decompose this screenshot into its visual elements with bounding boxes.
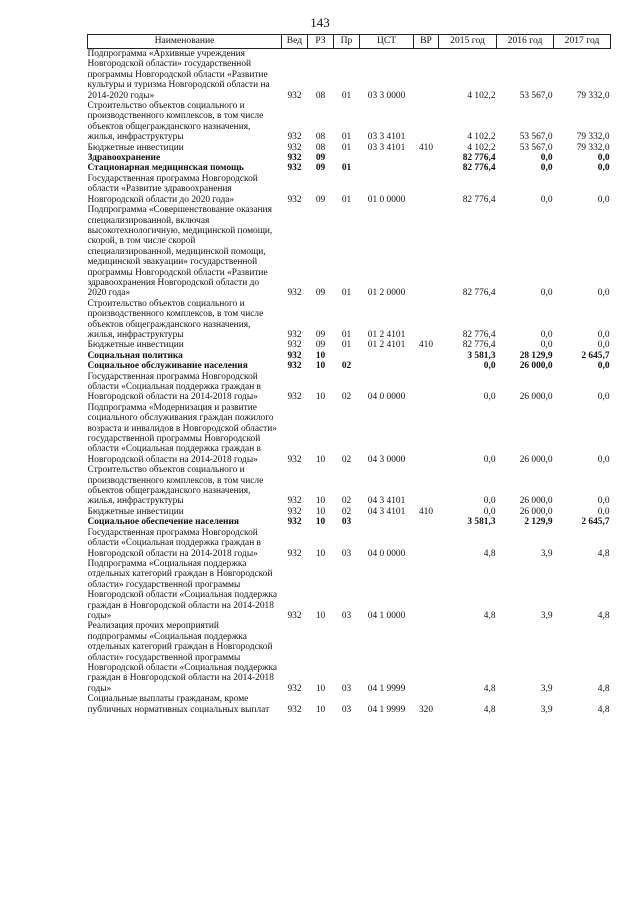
cell-rz: 09 — [315, 163, 326, 174]
cell-2016: 3,9 — [540, 548, 553, 559]
budget-table — [87, 34, 611, 715]
cell-2015: 82 776,4 — [462, 163, 496, 174]
header-pr: Пр — [334, 35, 360, 49]
cell-2015: 3 581,3 — [467, 350, 496, 361]
cell-2017: 0,0 — [597, 454, 610, 465]
cell-vr — [414, 465, 439, 507]
cell-2017: 0,0 — [597, 163, 610, 174]
cell-ved: 932 — [287, 454, 302, 465]
cell-pr — [334, 153, 360, 163]
cell-name: Государственная программа Новгородской области «Социальная поддержка граждан в Новгородской области на 2014-2018 годы» — [87, 527, 261, 559]
cell-pr: 02 — [341, 506, 352, 517]
cell-pr: 02 — [341, 361, 352, 372]
cell-cst: 01 0 0000 — [367, 194, 406, 205]
cell-vr — [414, 621, 439, 694]
table-row — [88, 694, 611, 715]
cell-2015: 4,8 — [483, 610, 496, 621]
cell-ved: 932 — [287, 506, 302, 517]
cell-vr — [414, 517, 439, 527]
cell-vr — [414, 351, 439, 361]
cell-name: Социальные выплаты гражданам, кроме публичных нормативных социальных выплат — [87, 694, 270, 715]
cell-vr — [414, 372, 439, 403]
cell-ved: 932 — [287, 361, 302, 372]
cell-name: Социальная политика — [87, 350, 183, 361]
cell-ved: 932 — [287, 517, 302, 528]
table-row — [88, 153, 611, 163]
cell-vr — [414, 163, 439, 173]
cell-2016: 53 567,0 — [519, 132, 553, 143]
cell-2015: 4,8 — [483, 704, 496, 715]
cell-2015: 4,8 — [483, 683, 496, 694]
cell-2016: 53 567,0 — [519, 142, 553, 153]
cell-ved: 932 — [287, 496, 302, 507]
cell-rz: 10 — [315, 517, 326, 528]
header-name: Наименование — [88, 35, 282, 49]
header-ved: Вед — [282, 35, 308, 49]
cell-cst — [360, 163, 414, 173]
table-row — [88, 507, 611, 517]
cell-2015: 82 776,4 — [462, 194, 496, 205]
cell-ved: 932 — [287, 610, 302, 621]
cell-pr: 03 — [341, 683, 352, 694]
cell-2017: 0,0 — [597, 194, 610, 205]
cell-name: Здравоохранение — [87, 153, 161, 164]
header-2016: 2016 год — [497, 35, 554, 49]
table-header — [88, 35, 611, 49]
cell-2017: 4,8 — [597, 683, 610, 694]
cell-2017: 4,8 — [597, 704, 610, 715]
cell-pr: 01 — [341, 340, 352, 351]
cell-pr: 03 — [341, 517, 352, 528]
cell-name: Бюджетные инвестиции — [87, 142, 184, 153]
cell-ved: 932 — [287, 392, 302, 403]
cell-2015: 0,0 — [483, 454, 496, 465]
cell-name: Социальное обслуживание населения — [87, 361, 248, 372]
cell-pr: 03 — [341, 704, 352, 715]
cell-name: Подпрограмма «Модернизация и развитие социального обслуживания граждан пожилого возраста и инвалидов в Новгородской области» государственной программы Новгородской области «Социальная поддержка граждан в Новгородской области на 2014-2018 годы» — [87, 402, 277, 465]
cell-cst: 04 3 0000 — [367, 454, 406, 465]
cell-name: Государственная программа Новгородской области «Развитие здравоохранения Новгородской области до 2020 года» — [87, 173, 258, 205]
cell-cst: 04 1 9999 — [367, 683, 406, 694]
cell-2016: 26 000,0 — [519, 506, 553, 517]
cell-name: Государственная программа Новгородской области «Социальная поддержка граждан в Новгородской области на 2014-2018 годы» — [87, 371, 261, 403]
cell-pr: 01 — [341, 90, 352, 101]
cell-2017: 0,0 — [597, 153, 610, 164]
table-row — [88, 101, 611, 143]
cell-cst: 01 2 0000 — [367, 288, 406, 299]
cell-2017: 0,0 — [597, 506, 610, 517]
cell-name: Строительство объектов социального и производственного комплексов, в том числе объектов общегражданского назначения, жилья, инфраструктуры — [87, 465, 264, 507]
cell-cst: 03 3 4101 — [367, 142, 406, 153]
cell-rz: 10 — [315, 350, 326, 361]
cell-2017: 2 645,7 — [581, 517, 610, 528]
cell-2016: 0,0 — [540, 153, 553, 164]
cell-ved: 932 — [287, 704, 302, 715]
cell-vr: 410 — [418, 340, 434, 351]
header-2017: 2017 год — [554, 35, 611, 49]
cell-ved: 932 — [287, 548, 302, 559]
cell-rz: 10 — [315, 683, 326, 694]
cell-pr: 03 — [341, 610, 352, 621]
cell-rz: 10 — [315, 392, 326, 403]
cell-2015: 4,8 — [483, 548, 496, 559]
cell-2016: 0,0 — [540, 163, 553, 174]
cell-2016: 26 000,0 — [519, 361, 553, 372]
header-vr: ВР — [414, 35, 439, 49]
cell-pr: 01 — [341, 132, 352, 143]
cell-rz: 10 — [315, 548, 326, 559]
cell-2017: 0,0 — [597, 288, 610, 299]
cell-2015: 0,0 — [483, 496, 496, 507]
cell-2016: 3,9 — [540, 683, 553, 694]
cell-2015: 82 776,4 — [462, 288, 496, 299]
cell-2016: 26 000,0 — [519, 496, 553, 507]
table-row — [88, 143, 611, 153]
cell-2016: 0,0 — [540, 329, 553, 340]
cell-ved: 932 — [287, 340, 302, 351]
cell-name: Подпрограмма «Архивные учреждения Новгородской области» государственной программы Новгородской области «Развитие культуры и туризма Новгородской области на 2014-2020 годы» — [87, 49, 270, 101]
cell-name: Подпрограмма «Совершенствование оказания специализированной, включая высокотехнологичную, медицинской помощи, скорой, в том числе скорой специализированной, медицинской помощи, медицинской эвакуации» государственной программы Новгородской области «Развитие здравоохранения Новгородской области до 2020 года» — [87, 205, 273, 299]
cell-name: Бюджетные инвестиции — [87, 506, 184, 517]
cell-rz: 09 — [315, 329, 326, 340]
cell-cst: 03 3 4101 — [367, 132, 406, 143]
table-row — [88, 528, 611, 559]
cell-pr: 02 — [341, 454, 352, 465]
table-row — [88, 403, 611, 465]
header-rz: РЗ — [308, 35, 334, 49]
cell-rz: 10 — [315, 704, 326, 715]
cell-vr — [414, 361, 439, 371]
cell-2017: 79 332,0 — [576, 90, 610, 101]
cell-rz: 09 — [315, 288, 326, 299]
cell-cst — [360, 153, 414, 163]
cell-cst: 04 1 0000 — [367, 610, 406, 621]
cell-ved: 932 — [287, 194, 302, 205]
cell-cst: 04 3 4101 — [367, 496, 406, 507]
cell-cst: 04 3 4101 — [367, 506, 406, 517]
table-row — [88, 351, 611, 361]
cell-rz: 09 — [315, 194, 326, 205]
cell-2016: 26 000,0 — [519, 454, 553, 465]
cell-cst: 01 2 4101 — [367, 340, 406, 351]
table-row — [88, 361, 611, 371]
cell-rz: 10 — [315, 361, 326, 372]
cell-pr: 02 — [341, 392, 352, 403]
page-number: 143 — [310, 15, 330, 30]
cell-ved: 932 — [287, 163, 302, 174]
table-row — [88, 205, 611, 299]
cell-pr — [334, 351, 360, 361]
cell-2015: 3 581,3 — [467, 517, 496, 528]
cell-ved: 932 — [287, 153, 302, 164]
cell-2016: 0,0 — [540, 194, 553, 205]
cell-2016: 3,9 — [540, 704, 553, 715]
cell-2015: 0,0 — [483, 392, 496, 403]
cell-pr: 01 — [341, 194, 352, 205]
cell-2015: 82 776,4 — [462, 329, 496, 340]
cell-2017: 4,8 — [597, 610, 610, 621]
cell-pr: 01 — [341, 329, 352, 340]
cell-2015: 0,0 — [483, 361, 496, 372]
cell-vr: 410 — [418, 506, 434, 517]
cell-rz: 10 — [315, 506, 326, 517]
cell-rz: 10 — [315, 454, 326, 465]
table-body — [88, 49, 611, 716]
cell-2015: 0,0 — [483, 506, 496, 517]
cell-2017: 0,0 — [597, 392, 610, 403]
table-row — [88, 340, 611, 350]
table-row — [88, 372, 611, 403]
cell-ved: 932 — [287, 142, 302, 153]
table-row — [88, 517, 611, 527]
table-row — [88, 49, 611, 102]
cell-cst: 04 0 0000 — [367, 392, 406, 403]
cell-name: Подпрограмма «Социальная поддержка отдельных категорий граждан в Новгородской области» государственной программы Новгородской области «Социальная поддержка граждан в Новгородской области на 2014-2018 годы» — [87, 558, 278, 621]
cell-rz: 10 — [315, 610, 326, 621]
cell-name: Строительство объектов социального и производственного комплексов, в том числе объектов общегражданского назначения, жилья, инфраструктуры — [87, 101, 264, 143]
cell-pr: 01 — [341, 163, 352, 174]
cell-2017: 79 332,0 — [576, 142, 610, 153]
cell-2016: 53 567,0 — [519, 90, 553, 101]
cell-ved: 932 — [287, 90, 302, 101]
cell-ved: 932 — [287, 350, 302, 361]
cell-name: Реализация прочих мероприятий подпрограммы «Социальная поддержка отдельных категорий граждан в Новгородской области» государственной программы Новгородской области «Социальная поддержка граждан в Новгородской области на 2014-2018 годы» — [87, 621, 278, 694]
cell-ved: 932 — [287, 132, 302, 143]
cell-2016: 26 000,0 — [519, 392, 553, 403]
cell-vr — [414, 403, 439, 465]
cell-vr — [414, 153, 439, 163]
cell-rz: 09 — [315, 153, 326, 164]
cell-2017: 4,8 — [597, 548, 610, 559]
cell-vr — [414, 299, 439, 341]
cell-vr — [414, 559, 439, 621]
cell-ved: 932 — [287, 329, 302, 340]
cell-2015: 4 102,2 — [467, 142, 496, 153]
cell-cst: 03 3 0000 — [367, 90, 406, 101]
cell-cst — [360, 517, 414, 527]
cell-2016: 0,0 — [540, 340, 553, 351]
cell-rz: 10 — [315, 496, 326, 507]
cell-name: Стационарная медицинская помощь — [87, 163, 244, 174]
cell-pr: 01 — [341, 142, 352, 153]
cell-name: Строительство объектов социального и производственного комплексов, в том числе объектов общегражданского назначения, жилья, инфраструктуры — [87, 298, 264, 340]
cell-2015: 82 776,4 — [462, 340, 496, 351]
cell-2016: 28 129,9 — [519, 350, 553, 361]
cell-vr: 320 — [418, 704, 434, 715]
cell-vr — [414, 528, 439, 559]
cell-pr: 02 — [341, 496, 352, 507]
cell-ved: 932 — [287, 683, 302, 694]
header-cst: ЦСТ — [360, 35, 414, 49]
table-row — [88, 465, 611, 507]
cell-2016: 3,9 — [540, 610, 553, 621]
cell-rz: 08 — [315, 90, 326, 101]
cell-rz: 09 — [315, 340, 326, 351]
cell-name: Социальное обеспечение населения — [87, 517, 239, 528]
cell-pr: 01 — [341, 288, 352, 299]
cell-2017: 0,0 — [597, 496, 610, 507]
cell-cst: 01 2 4101 — [367, 329, 406, 340]
cell-2016: 0,0 — [540, 288, 553, 299]
header-2015: 2015 год — [439, 35, 497, 49]
cell-2015: 4 102,2 — [467, 90, 496, 101]
cell-2015: 4 102,2 — [467, 132, 496, 143]
table-row — [88, 559, 611, 621]
cell-rz: 08 — [315, 142, 326, 153]
cell-pr: 03 — [341, 548, 352, 559]
cell-cst — [360, 361, 414, 371]
cell-2017: 0,0 — [597, 361, 610, 372]
cell-ved: 932 — [287, 288, 302, 299]
cell-2017: 0,0 — [597, 340, 610, 351]
table-row — [88, 163, 611, 173]
table-row — [88, 174, 611, 205]
cell-rz: 08 — [315, 132, 326, 143]
cell-vr — [414, 205, 439, 299]
cell-cst: 04 1 9999 — [367, 704, 406, 715]
cell-2017: 79 332,0 — [576, 132, 610, 143]
cell-cst: 04 0 0000 — [367, 548, 406, 559]
cell-2017: 2 645,7 — [581, 350, 610, 361]
cell-vr — [414, 101, 439, 143]
cell-cst — [360, 351, 414, 361]
cell-2015: 82 776,4 — [462, 153, 496, 164]
cell-vr — [414, 174, 439, 205]
cell-vr: 410 — [418, 142, 434, 153]
table-row — [88, 621, 611, 694]
cell-name: Бюджетные инвестиции — [87, 340, 184, 351]
table-row — [88, 299, 611, 341]
cell-2016: 2 129,9 — [524, 517, 553, 528]
cell-vr — [414, 49, 439, 102]
cell-2017: 0,0 — [597, 329, 610, 340]
